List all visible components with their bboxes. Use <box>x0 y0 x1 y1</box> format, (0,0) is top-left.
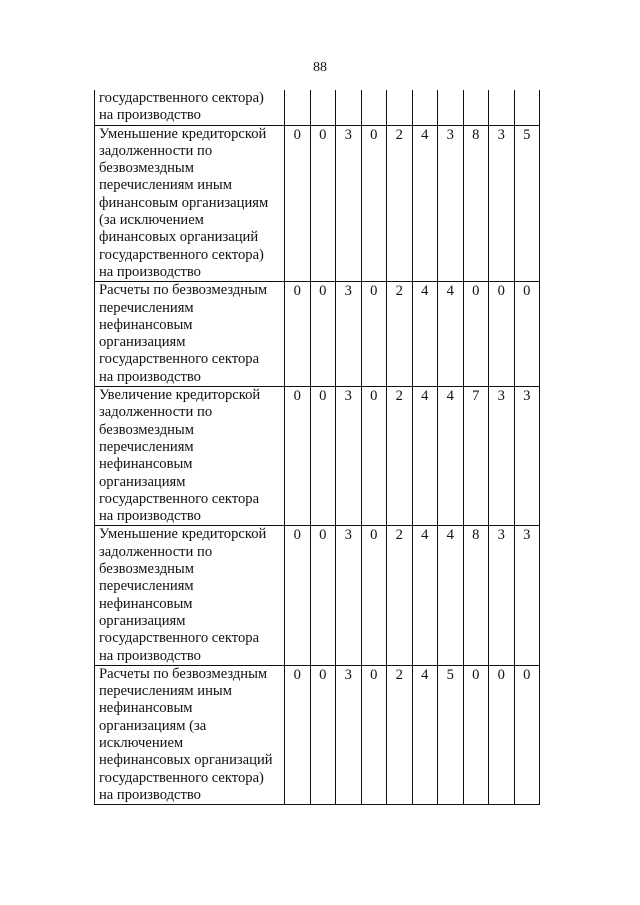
code-digit-cell: 0 <box>310 387 336 526</box>
code-digit-cell: 3 <box>336 387 362 526</box>
row-description <box>95 125 285 282</box>
code-digit-cell: 4 <box>412 125 438 282</box>
description-line: безвозмездным <box>99 561 194 578</box>
code-digit-cell: 0 <box>514 282 540 387</box>
code-digit-cell <box>412 90 438 125</box>
code-digit-cell: 0 <box>361 282 387 387</box>
code-digit-cell: 0 <box>361 526 387 665</box>
code-digit-cell: 2 <box>387 282 413 387</box>
description-line: организациям <box>99 334 186 351</box>
description-line: организациям (за <box>99 717 207 734</box>
page-number: 88 <box>313 60 327 75</box>
code-digit-cell: 7 <box>463 387 489 526</box>
description-line: безвозмездным <box>99 160 194 177</box>
code-digit-cell: 3 <box>336 125 362 282</box>
description-line: Уменьшение кредиторской <box>99 125 267 142</box>
code-digit-cell: 3 <box>514 387 540 526</box>
description-line: Увеличение кредиторской <box>99 387 261 404</box>
description-line: на производство <box>99 508 201 525</box>
description-line: перечислениям <box>99 578 194 595</box>
code-digit-cell: 0 <box>463 665 489 804</box>
code-digit-cell: 0 <box>361 387 387 526</box>
code-digit-cell: 3 <box>489 387 515 526</box>
code-digit-cell: 2 <box>387 125 413 282</box>
code-digit-cell: 3 <box>336 282 362 387</box>
description-line: на производство <box>99 368 201 385</box>
description-line: (за исключением <box>99 212 204 229</box>
code-digit-cell: 0 <box>514 665 540 804</box>
code-digit-cell: 3 <box>514 526 540 665</box>
code-digit-cell: 4 <box>412 526 438 665</box>
description-line: перечислениям <box>99 299 194 316</box>
code-digit-cell: 4 <box>438 387 464 526</box>
code-digit-cell: 0 <box>361 125 387 282</box>
table-row <box>95 90 540 125</box>
table-row <box>95 125 540 282</box>
description-line: организациям <box>99 612 186 629</box>
code-digit-cell <box>285 90 311 125</box>
table-row <box>95 387 540 526</box>
code-digit-cell <box>361 90 387 125</box>
classification-table <box>94 90 540 805</box>
description-line: перечислениям иным <box>99 683 232 700</box>
code-digit-cell: 0 <box>463 282 489 387</box>
description-line: перечислениям иным <box>99 177 232 194</box>
description-line: задолженности по <box>99 142 213 159</box>
code-digit-cell <box>514 90 540 125</box>
code-digit-cell: 0 <box>285 665 311 804</box>
description-line: на производство <box>99 107 201 124</box>
code-digit-cell: 0 <box>310 282 336 387</box>
description-line: задолженности по <box>99 543 213 560</box>
code-digit-cell: 2 <box>387 665 413 804</box>
code-digit-cell <box>336 90 362 125</box>
code-digit-cell: 3 <box>489 125 515 282</box>
code-digit-cell: 0 <box>489 282 515 387</box>
table-row <box>95 526 540 665</box>
row-description <box>95 90 285 125</box>
description-line: безвозмездным <box>99 421 194 438</box>
code-digit-cell: 0 <box>310 665 336 804</box>
code-digit-cell: 4 <box>412 665 438 804</box>
description-line: нефинансовым <box>99 595 193 612</box>
code-digit-cell <box>463 90 489 125</box>
code-digit-cell: 0 <box>310 526 336 665</box>
code-digit-cell: 2 <box>387 387 413 526</box>
description-line: нефинансовым <box>99 456 193 473</box>
description-line: государственного сектора) <box>99 246 264 263</box>
description-line: финансовым организациям <box>99 194 269 211</box>
code-digit-cell: 4 <box>412 387 438 526</box>
code-digit-cell <box>489 90 515 125</box>
description-line: перечислениям <box>99 438 194 455</box>
code-digit-cell: 5 <box>514 125 540 282</box>
description-line: государственного сектора <box>99 490 260 507</box>
table-row <box>95 282 540 387</box>
description-line: организациям <box>99 473 186 490</box>
description-line: исключением <box>99 734 184 751</box>
description-line: Уменьшение кредиторской <box>99 526 267 543</box>
description-line: государственного сектора <box>99 630 260 647</box>
code-digit-cell: 0 <box>361 665 387 804</box>
table-row <box>95 665 540 804</box>
code-digit-cell: 5 <box>438 665 464 804</box>
code-digit-cell: 0 <box>489 665 515 804</box>
row-description <box>95 526 285 665</box>
code-digit-cell: 4 <box>438 526 464 665</box>
code-digit-cell: 4 <box>438 282 464 387</box>
description-line: государственного сектора) <box>99 90 264 106</box>
description-line: Расчеты по безвозмездным <box>99 665 268 682</box>
code-digit-cell: 3 <box>336 526 362 665</box>
description-line: государственного сектора <box>99 351 260 368</box>
description-line: нефинансовым <box>99 316 193 333</box>
code-digit-cell: 8 <box>463 125 489 282</box>
code-digit-cell <box>438 90 464 125</box>
code-digit-cell: 3 <box>438 125 464 282</box>
code-digit-cell: 4 <box>412 282 438 387</box>
description-line: финансовых организаций <box>99 229 259 246</box>
code-digit-cell: 0 <box>285 387 311 526</box>
row-description <box>95 282 285 387</box>
description-line: нефинансовым <box>99 700 193 717</box>
code-digit-cell: 8 <box>463 526 489 665</box>
row-description <box>95 387 285 526</box>
description-line: на производство <box>99 786 201 803</box>
description-line: задолженности по <box>99 404 213 421</box>
description-line: нефинансовых организаций <box>99 752 273 769</box>
description-line: Расчеты по безвозмездным <box>99 282 268 299</box>
code-digit-cell: 3 <box>489 526 515 665</box>
code-digit-cell: 0 <box>310 125 336 282</box>
code-digit-cell <box>310 90 336 125</box>
description-line: государственного сектора) <box>99 769 264 786</box>
code-digit-cell: 3 <box>336 665 362 804</box>
description-line: на производство <box>99 647 201 664</box>
code-digit-cell: 0 <box>285 526 311 665</box>
code-digit-cell: 0 <box>285 125 311 282</box>
description-line: на производство <box>99 263 201 280</box>
code-digit-cell: 2 <box>387 526 413 665</box>
code-digit-cell <box>387 90 413 125</box>
code-digit-cell: 0 <box>285 282 311 387</box>
row-description <box>95 665 285 804</box>
